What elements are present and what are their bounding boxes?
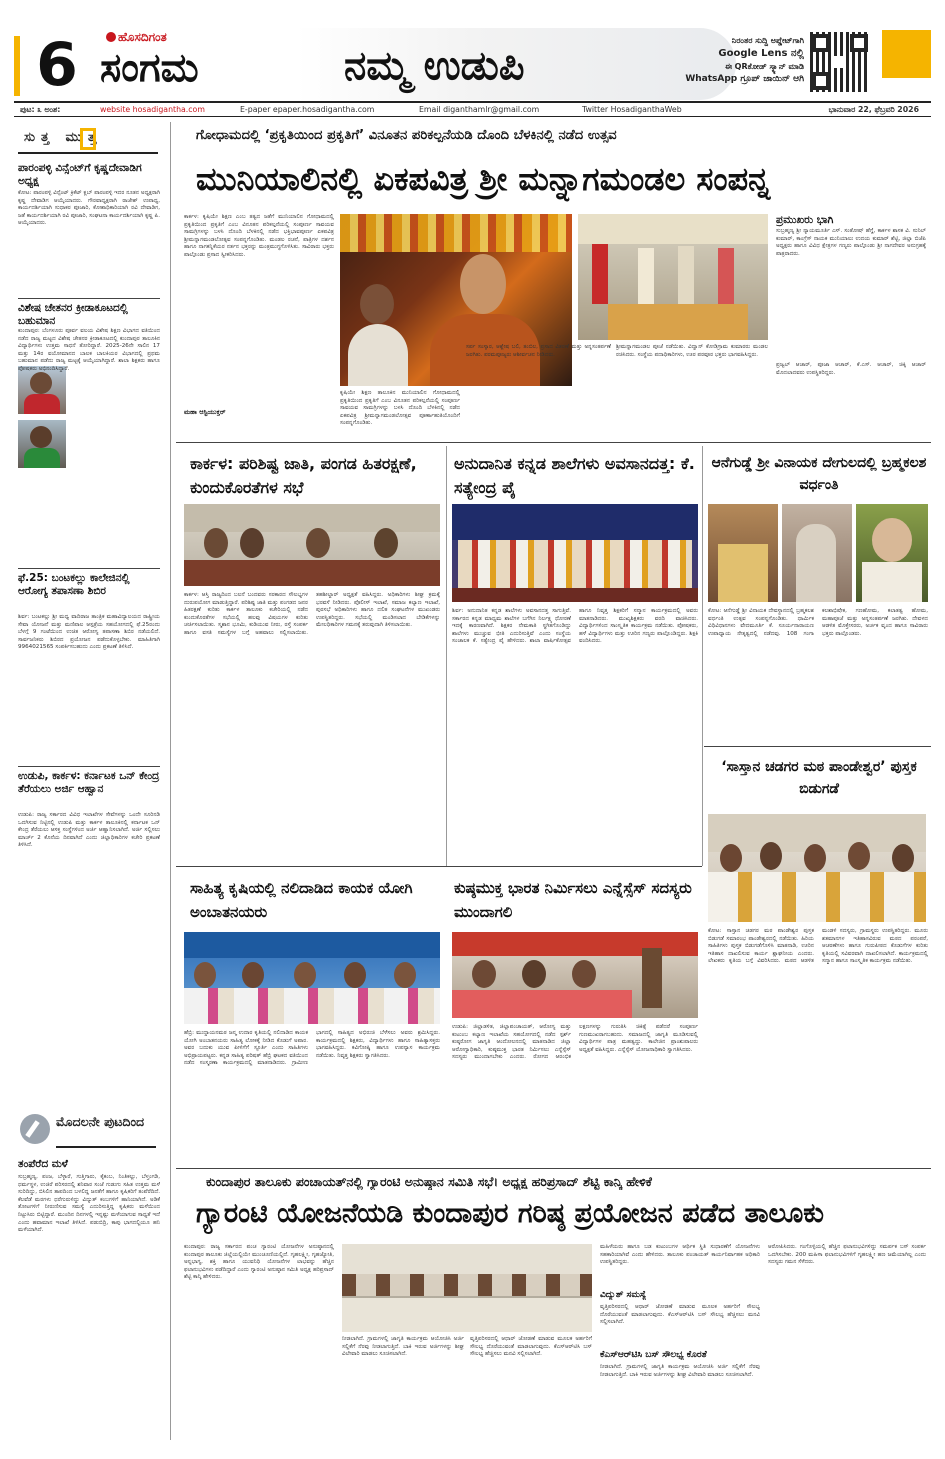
left-column <box>14 122 164 1440</box>
lead-sidebar-title: ಪ್ರಮುಖರು ಭಾಗಿ <box>776 214 834 226</box>
story-2-title: ವಿಶೇಷ ಚೇತನರ ಕ್ರೀಡಾಕೂಟದಲ್ಲಿ ಬಹುಮಾನ <box>18 302 128 327</box>
bottom-sub-2: ಕೆಎಸ್ಆರ್‌ಟಿಸಿ ಬಸ್ ಸೌಲಭ್ಯ ಕೊರತೆ <box>600 1350 707 1360</box>
divider <box>18 766 160 767</box>
story-2-body: ಕುಂದಾಪುರ: ಬೆಂಗಳೂರು ಪೂರ್ವ ವಲಯ ವಿಶೇಷ ಶಿಕ್ಷಣ ವಿಭಾಗದ ವತಿಯಿಂದ ನಡೆದ ರಾಜ್ಯ ಮಟ್ಟದ ವಿಶೇಷ ಚೇತನರ ಕ್ರೀಡಾಕೂಟದಲ್ಲಿ ಕುಂದಾಪುರ ತಾಲೂಕಿನ ವಿದ್ಯಾರ್ಥಿಗಳು ಉತ್ತಮ ಸಾಧನೆ ತೋರಿದ್ದಾರೆ. 2025-26ನೇ ಸಾಲಿನ 17 ಮತ್ತು 14ರ ವಯೋಮಾನದ ಬಾಲಕ ಬಾಲಕಿಯರ ವಿಭಾಗದಲ್ಲಿ ಪ್ರಥಮ ಬಹುಮಾನ ಪಡೆದು ರಾಜ್ಯ ಮಟ್ಟಕ್ಕೆ ಆಯ್ಕೆಯಾಗಿದ್ದಾರೆ. ಶಾಲಾ ಶಿಕ್ಷಕರು ಹಾಗೂ ಪೋಷಕರು ಅಭಿನಂದಿಸಿದ್ದಾರೆ. <box>18 328 160 372</box>
story-book <box>704 750 931 1166</box>
bottom-col-5: ವೃತ್ತಿಪರಿಸರದಲ್ಲಿ ಆಧಾರ್ ಜೋಡಣೆ ಮಾಡುವ ಮೂಲಕ ಅರ್ಹರಿಗೆ ಸೌಲಭ್ಯ ದೊರೆಯುವಂತೆ ಮಾಡಲಾಗುವುದು. ಕೆಎಸ್ಆರ್‌ಟಿಸಿ ಬಸ್ ಸೌಲಭ್ಯ ಹೆಚ್ಚಿಸಲು ಮನವಿ ಸಲ್ಲಿಸಲಾಗಿದೆ. <box>600 1304 760 1326</box>
bottom-col-3: ವೃತ್ತಿಪರಿಸರದಲ್ಲಿ ಆಧಾರ್ ಜೋಡಣೆ ಮಾಡುವ ಮೂಲಕ ಅರ್ಹರಿಗೆ ಸೌಲಭ್ಯ ದೊರೆಯುವಂತೆ ಮಾಡಲಾಗುವುದು. ಕೆಎಸ್ಆರ್‌ಟಿಸಿ ಬಸ್ ಸೌಲಭ್ಯ ಹೆಚ್ಚಿಸಲು ಮನವಿ ಸಲ್ಲಿಸಲಾಗಿದೆ. <box>470 1336 592 1358</box>
column-logo-text: ಮೊದಲನೇ ಪುಟದಿಂದ <box>56 1114 145 1129</box>
lead-col-1: ಕಾರ್ಕಳ: ಕೃಷಿಯೇ ಶಿಕ್ಷಣ ಎಂಬ ತತ್ವದ ಜತೆಗೆ ಮುನಿಯಾಲಿನ ಗೋಧಾಮದಲ್ಲಿ ಪ್ರಕೃತಿಯಿಂದ ಪ್ರಕೃತಿಗೆ ಎಂಬ ವಿನೂತನ ಪರಿಕಲ್ಪನೆಯಲ್ಲಿ ಸಂಪೂರ್ಣ ಸಾವಯವ ಸಾಮಗ್ರಿಗಳನ್ನು ಬಳಸಿ ದೊಂದಿ ಬೆಳಕಿನಲ್ಲಿ ನಡೆದ ಭಕ್ತಿಭಾವಪೂರ್ಣ ಏಕಪವಿತ್ರ ಶ್ರೀಮನ್ನಾಗಮಂಡಲೋತ್ಸವ ಸಂಪನ್ನಗೊಂಡಿತು. ಮಂಡಲ ರಚನೆ, ಪಾತ್ರಿಗಳ ದರ್ಶನ ಹಾಗೂ ನಾಗಕನ್ನಿಕೆಯರ ನರ್ತನ ಭಕ್ತರನ್ನು ಮಂತ್ರಮುಗ್ಧಗೊಳಿಸಿತು. ಸಾವಿರಾರು ಭಕ್ತರು ಪಾಲ್ಗೊಂಡು ಪ್ರಸಾದ ಸ್ವೀಕರಿಸಿದರು. <box>184 214 334 258</box>
lead-col-2: ಕೃಷಿಯೇ ಶಿಕ್ಷಣ ತಾಲೂಕಿನ ಮುನಿಯಾಲಿನ ಗೋಧಾಮದಲ್ಲಿ ಪ್ರಕೃತಿಯಿಂದ ಪ್ರಕೃತಿಗೆ ಎಂಬ ವಿನೂತನ ಪರಿಕಲ್ಪನೆಯಲ್ಲಿ ಸಂಪೂರ್ಣ ಸಾವಯವ ಸಾಮಗ್ರಿಗಳನ್ನು ಬಳಸಿ ದೊಂದಿ ಬೆಳಕಿನಲ್ಲಿ ನಡೆದ ಏಕಪವಿತ್ರ ಶ್ರೀಮನ್ನಾಗಮಂಡಲೋತ್ಸವ ಪೂರ್ಣಾಹುತಿಯೊಂದಿಗೆ ಸಂಪನ್ನಗೊಂಡಿತು. <box>340 390 460 427</box>
karkala-photo <box>184 504 440 586</box>
section-divider <box>704 746 931 747</box>
book-icon <box>80 128 96 150</box>
sutta-mutta-logo <box>18 126 158 154</box>
continued-body: ಸುಬ್ರಹ್ಮಣ್ಯ, ಪಂಜ, ಬೆಳ್ಳಾರೆ, ಗುತ್ತಿಗಾರು, ಕೈಕಂಬ, ನಿಂತಿಕಲ್ಲು, ಬೆಳ್ತಂಗಡಿ, ಧರ್ಮಸ್ಥಳ, ಉಜಿರೆ ಪರಿಸರದಲ್ಲಿ ಶನಿವಾರ ಸಂಜೆ ಗುಡುಗು ಸಹಿತ ಉತ್ತಮ ಮಳೆ ಸುರಿದಿದ್ದು, ಬಿಸಿಲಿನ ತಾಪದಿಂದ ಬಳಲಿದ್ದ ಜನತೆಗೆ ಹಾಗೂ ಕೃಷಿಕರಿಗೆ ತಂಪೆರೆದಿದೆ. ಕೆಲವೆಡೆ ಮರಗಳು ಧರೆಗುರುಳಿದ್ದು ವಿದ್ಯುತ್ ಕಂಬಗಳಿಗೆ ಹಾನಿಯಾಗಿದೆ. ಅಡಿಕೆ ತೋಟಗಳಿಗೆ ನೀರುಣಿಸುವ ಸಮಸ್ಯೆ ಎದುರಿಸುತ್ತಿದ್ದ ಕೃಷಿಕರು ಮಳೆಯಿಂದ ನಿಟ್ಟುಸಿರು ಬಿಟ್ಟಿದ್ದಾರೆ. ಮುಂದಿನ ದಿನಗಳಲ್ಲಿ ಇನ್ನಷ್ಟು ಮಳೆಯಾಗುವ ಸಾಧ್ಯತೆ ಇದೆ ಎಂದು ಹವಾಮಾನ ಇಲಾಖೆ ತಿಳಿಸಿದೆ. ಪಡುಬಿದ್ರಿ, ಕಾಪು ಭಾಗದಲ್ಲಿಯೂ ಹನಿ ಮಳೆಯಾಗಿದೆ. <box>18 1174 160 1234</box>
book-photo <box>708 814 926 922</box>
continued-title: ತಂಪೆರೆದ ಮಳೆ <box>18 1158 68 1170</box>
divider <box>18 568 160 569</box>
info-website[interactable]: website hosadigantha.com <box>100 105 205 114</box>
schools-body: ಶಿರ್ವ: ಅನುದಾನಿತ ಕನ್ನಡ ಶಾಲೆಗಳು ಅವಸಾನದತ್ತ ಸಾಗುತ್ತಿವೆ. ಸರ್ಕಾರದ ಕನ್ನಡ ಮಾಧ್ಯಮ ಶಾಲೆಗಳ ಬಗೆಗಿನ ನಿರ್ಲಕ್ಷ್ಯ ಧೋರಣೆ ಇದಕ್ಕೆ ಕಾರಣವಾಗಿದೆ. ಶಿಕ್ಷಕರ ನೇಮಕಾತಿ ಸ್ಥಗಿತಗೊಂಡಿದ್ದು ಶಾಲೆಗಳು ಮುಚ್ಚುವ ಭೀತಿ ಎದುರಿಸುತ್ತಿವೆ ಎಂದು ಸಂಸ್ಥೆಯ ಸಂಚಾಲಕ ಕೆ. ಸತ್ಯೇಂದ್ರ ಪೈ ಹೇಳಿದರು. ಶಾಲಾ ವಾರ್ಷಿಕೋತ್ಸವ ಹಾಗೂ ನಿವೃತ್ತ ಶಿಕ್ಷಕರಿಗೆ ಸನ್ಮಾನ ಕಾರ್ಯಕ್ರಮದಲ್ಲಿ ಅವರು ಮಾತನಾಡಿದರು. ಮುಖ್ಯಶಿಕ್ಷಕರು ವರದಿ ವಾಚಿಸಿದರು. ವಿದ್ಯಾರ್ಥಿಗಳಿಂದ ಸಾಂಸ್ಕೃತಿಕ ಕಾರ್ಯಕ್ರಮ ನಡೆಯಿತು. ಪೋಷಕರು, ಹಳೆ ವಿದ್ಯಾರ್ಥಿಗಳು ಮತ್ತು ಊರಿನ ಗಣ್ಯರು ಪಾಲ್ಗೊಂಡಿದ್ದರು. ಶಿಕ್ಷಕಿ ವಂದಿಸಿದರು. <box>452 608 698 645</box>
story-3-body: ಶಿರ್ವ: ಬಂಟಕಲ್ಲು ಶ್ರೀ ಮಧ್ವ ವಾದಿರಾಜ ತಾಂತ್ರಿಕ ಮಹಾವಿದ್ಯಾಲಯದ ರಾಷ್ಟ್ರೀಯ ಸೇವಾ ಯೋಜನೆ ಮತ್ತು ಮಣಿಪಾಲ ಆಸ್ಪತ್ರೆಯ ಸಹಯೋಗದಲ್ಲಿ ಫೆ.25ರಂದು ಬೆಳಗ್ಗೆ 9 ಗಂಟೆಯಿಂದ ಉಚಿತ ಆರೋಗ್ಯ ತಪಾಸಣಾ ಶಿಬಿರ ನಡೆಯಲಿದೆ. ಸಾರ್ವಜನಿಕರು ಶಿಬಿರದ ಪ್ರಯೋಜನ ಪಡೆದುಕೊಳ್ಳಬೇಕು. ಮಾಹಿತಿಗಾಗಿ 9964021565 ಸಂಪರ್ಕಿಸಬಹುದು ಎಂದು ಪ್ರಕಟಣೆ ತಿಳಿಸಿದೆ. <box>18 614 160 651</box>
lead-col-3: ಸರ್ಪ ಸಂಸ್ಕಾರ, ಆಶ್ಲೇಷ ಬಲಿ, ತಂಬಿಲ, ಪ್ರಸಾದ ವಿತರಣೆ ಮತ್ತು ಅನ್ನಸಂತರ್ಪಣೆ ಜರಗಿತು. ಪರಮಪೂಜ್ಯರು ಆಶೀರ್ವಚನ ನೀಡಿದರು. <box>466 344 611 358</box>
section-divider <box>176 866 702 867</box>
temple-body: ಕೋಟ: ಆನೆಗುಡ್ಡೆ ಶ್ರೀ ವಿನಾಯಕ ದೇವಸ್ಥಾನದಲ್ಲಿ ಬ್ರಹ್ಮಕಲಶ ವರ್ಧಂತಿ ಉತ್ಸವ ಸಂಪನ್ನಗೊಂಡಿತು. ಧಾರ್ಮಿಕ ವಿಧಿವಿಧಾನಗಳು ವೇದಮೂರ್ತಿ ಕೆ. ಸೂರ್ಯನಾರಾಯಣ ಉಪಾಧ್ಯಾಯ ನೇತೃತ್ವದಲ್ಲಿ ನಡೆದವು. 108 ಗಂಗಾ ಕಲಶಾಭಿಷೇಕ, ಗಣಹೋಮ, ಕಲಾತತ್ವ ಹೋಮ, ಮಹಾಪೂಜೆ ಮತ್ತು ಅನ್ನಸಂತರ್ಪಣೆ ಜರಗಿತು. ದೇವಳದ ಆಡಳಿತ ಮೊಕ್ತೇಸರರು, ಅರ್ಚಕ ವೃಂದ ಹಾಗೂ ಸಾವಿರಾರು ಭಕ್ತರು ಪಾಲ್ಗೊಂಡರು. <box>708 608 928 637</box>
literature-body: ಹೆಬ್ರಿ: ಮುದ್ದಾಯನಮಠ ಜನ್ಮ ಉದಾರ ಕೃತಿಯಲ್ಲಿ ನಲಿದಾಡಿದ ಕಾಯಕ ಯೋಗಿ ಅಂಬಾತನಯರು ಸಾಹಿತ್ಯ ಲೋಕಕ್ಕೆ ನೀಡಿದ ಕೊಡುಗೆ ಅಪಾರ. ಅವರ ಬದುಕು ಯುವ ಪೀಳಿಗೆಗೆ ಸ್ಫೂರ್ತಿ ಎಂದು ಸಾಹಿತಿಗಳು ಅಭಿಪ್ರಾಯಪಟ್ಟರು. ಕನ್ನಡ ಸಾಹಿತ್ಯ ಪರಿಷತ್ ಹೆಬ್ರಿ ಘಟಕದ ವತಿಯಿಂದ ನಡೆದ ಸಂಸ್ಮರಣಾ ಕಾರ್ಯಕ್ರಮದಲ್ಲಿ ಮಾತನಾಡಿದರು. ಗ್ರಾಮೀಣ ಭಾಗದಲ್ಲಿ ಸಾಹಿತ್ಯದ ಅಭಿರುಚಿ ಬೆಳೆಸಲು ಅವರು ಶ್ರಮಿಸಿದ್ದರು. ಕಾರ್ಯಕ್ರಮದಲ್ಲಿ ಶಿಕ್ಷಕರು, ವಿದ್ಯಾರ್ಥಿಗಳು ಹಾಗೂ ಸಾಹಿತ್ಯಾಸಕ್ತರು ಭಾಗವಹಿಸಿದ್ದರು. ಕವಿಗೋಷ್ಠಿ ಹಾಗೂ ಉಪನ್ಯಾಸ ಕಾರ್ಯಕ್ರಮ ನಡೆಯಿತು. ನಿವೃತ್ತ ಶಿಕ್ಷಕರು ಸ್ವಾಗತಿಸಿದರು. <box>184 1030 440 1067</box>
lead-sidebar-body: ಸುಬ್ರಹ್ಮಣ್ಯ ಶ್ರೀ ನ್ಯಾಯಮೂರ್ತಿ ಎಸ್. ಸಂತೋಷ್ ಹೆಗ್ಡೆ, ಕಾರ್ಕಳ ಶಾಸಕ ವಿ. ಸುನಿಲ್ ಕುಮಾರ್, ಕಾಂಗ್ರೆಸ್ ನಾಯಕ ಮುನಿಯಾಲು ಉದಯ ಕುಮಾರ್ ಶೆಟ್ಟಿ, ಜಿಲ್ಲಾ ಬಿಜೆಪಿ ಅಧ್ಯಕ್ಷರು ಹಾಗೂ ವಿವಿಧ ಕ್ಷೇತ್ರಗಳ ಗಣ್ಯರು ಪಾಲ್ಗೊಂಡು ಶ್ರೀ ನಾಗದೇವರ ಅನುಗ್ರಹಕ್ಕೆ ಪಾತ್ರರಾದರು. <box>776 228 926 257</box>
qr-code-icon[interactable] <box>810 32 870 92</box>
bottom-col-2: ನೀಡಲಾಗಿದೆ. ಗ್ರಾಮಗಳಲ್ಲಿ ಜಾಗೃತಿ ಕಾರ್ಯಕ್ರಮ ಆಯೋಜಿಸಿ ಅರ್ಜಿ ಸಲ್ಲಿಕೆಗೆ ನೆರವು ನೀಡಲಾಗುತ್ತಿದೆ. ಬಾಕಿ ಇರುವ ಅರ್ಜಿಗಳನ್ನು ಶೀಘ್ರ ವಿಲೇವಾರಿ ಮಾಡಲು ಸೂಚಿಸಲಾಗಿದೆ. <box>342 1336 464 1358</box>
bottom-headline: ಗ್ಯಾರಂಟಿ ಯೋಜನೆಯಡಿ ಕುಂದಾಪುರ ಗರಿಷ್ಠ ಪ್ರಯೋಜನ ಪಡೆದ ತಾಲೂಕು <box>196 1198 824 1229</box>
lead-kicker: ಗೋಧಾಮದಲ್ಲಿ ‘ಪ್ರಕೃತಿಯಿಂದ ಪ್ರಕೃತಿಗೆ’ ವಿನೂತನ ಪರಿಕಲ್ಪನೆಯಡಿ ದೊಂದಿ ಬೆಳಕಿನಲ್ಲಿ ನಡೆದ ಉತ್ಸವ <box>196 128 617 143</box>
temple-photo-1 <box>708 504 778 602</box>
brand-small: ಹೊಸದಿಗಂತ <box>118 30 167 44</box>
story-schools <box>448 446 700 866</box>
column-logo <box>18 1112 160 1150</box>
temple-photo-3 <box>856 504 928 602</box>
qr-line-4: WhatsApp ಗ್ರೂಪ್ ಜಾಯಿನ್ ಆಗಿ <box>685 74 804 84</box>
story-karkala <box>176 446 444 866</box>
info-email[interactable]: Email diganthamlr@gmail.com <box>419 105 540 114</box>
bottom-col-6: ನೀಡಲಾಗಿದೆ. ಗ್ರಾಮಗಳಲ್ಲಿ ಜಾಗೃತಿ ಕಾರ್ಯಕ್ರಮ ಆಯೋಜಿಸಿ ಅರ್ಜಿ ಸಲ್ಲಿಕೆಗೆ ನೆರವು ನೀಡಲಾಗುತ್ತಿದೆ. ಬಾಕಿ ಇರುವ ಅರ್ಜಿಗಳನ್ನು ಶೀಘ್ರ ವಿಲೇವಾರಿ ಮಾಡಲು ಸೂಚಿಸಲಾಗಿದೆ. <box>600 1364 760 1378</box>
lead-story <box>176 122 931 442</box>
story-4-title: ಉಡುಪಿ, ಕಾರ್ಕಳ: ಕರ್ನಾಟಕ ಒನ್ ಕೇಂದ್ರ ತೆರೆಯಲು ಅರ್ಜಿ ಆಹ್ವಾನ <box>18 770 160 795</box>
accent-bar <box>14 36 20 96</box>
bottom-col-7: ಆರೋಪಿಸಿದರು. ಗಂಗೊಳ್ಳಿಯಲ್ಲಿ ಹೆಚ್ಚಿನ ಫಲಾನುಭವಿಗಳಿದ್ದು ಸಮರ್ಪಕ ಬಸ್ ಸಂಪರ್ಕ ಒದಗಿಸಬೇಕು. 200 ಮಹಿಳಾ ಫಲಾನುಭವಿಗಳಿಗೆ ಗೃಹಲಕ್ಷ್ಮೀ ಹಣ ಜಮೆಯಾಗಿಲ್ಲ ಎಂದು ಸದಸ್ಯರು ಗಮನ ಸೆಳೆದರು. <box>768 1244 926 1266</box>
lead-headline: ಮುನಿಯಾಲಿನಲ್ಲಿ ಏಕಪವಿತ್ರ ಶ್ರೀ ಮನ್ನಾಗಮಂಡಲ ಸಂಪನ್ನ <box>196 160 771 198</box>
divider <box>18 298 160 299</box>
temple-photo-2 <box>782 504 852 602</box>
section-divider <box>176 1168 931 1169</box>
literature-headline: ಸಾಹಿತ್ಯ ಕೃಷಿಯಲ್ಲಿ ನಲಿದಾಡಿದ ಕಾಯಕ ಯೋಗಿ ಅಂಬಾತನಯರು <box>190 879 413 921</box>
story-literature <box>176 870 444 1166</box>
lead-sidebar-more: ಪ್ರಜ್ವಲ್ ಆಚಾರ್, ಪೂಜಾ ಆಚಾರ್, ಕೆ.ಎಸ್. ಆಚಾರ್, ಚಿಕ್ಕಿ ಆಚಾರ್ ಮೊದಲಾದವರು ಉಪಸ್ಥಿತರಿದ್ದರು. <box>776 362 926 376</box>
story-temple <box>704 446 931 746</box>
info-bar <box>14 101 931 117</box>
story-1-title: ಪಾರಂಪಳ್ಳಿ ವಿನ್ಸೆಂಟ್‌ಗೆ ಕೃಷ್ಣದೇವಾಡಿಗ ಅಧ್ಯಕ್ಷ <box>18 162 142 187</box>
section-title: ನಮ್ಮ ಉಡುಪಿ <box>344 43 525 89</box>
schools-photo <box>452 504 698 602</box>
column-divider <box>170 122 171 1440</box>
column-divider <box>702 446 703 866</box>
brand-logo-icon <box>106 32 116 42</box>
masthead <box>14 28 931 100</box>
qr-line-1: ನಿರಂತರ ಸುದ್ದಿ ಅಪ್ಡೇಟ್‌ಗಾಗಿ <box>731 36 804 45</box>
bottom-kicker: ಕುಂದಾಪುರ ತಾಲೂಕು ಪಂಚಾಯತ್‌ನಲ್ಲಿ ಗ್ಯಾರಂಟಿ ಅನುಷ್ಠಾನ ಸಮಿತಿ ಸಭೆ। ಅಧ್ಯಕ್ಷ ಹರಿಪ್ರಸಾದ್ ಶೆಟ್ಟಿ ಕಾನ್ಕಿ ಹೇಳಿಕೆ <box>206 1174 652 1189</box>
schools-headline: ಅನುದಾನಿತ ಕನ್ನಡ ಶಾಲೆಗಳು ಅವಸಾನದತ್ತ: ಕೆ. ಸತ್ಯೇಂದ್ರ ಪೈ <box>454 454 695 497</box>
leprosy-photo <box>452 932 698 1018</box>
bottom-col-4: ಮಹಿಳೆಯರು ಹಾಗೂ ಬಡ ಕುಟುಂಬಗಳ ಆರ್ಥಿಕ ಸ್ಥಿತಿ ಸುಧಾರಣೆಗೆ ಯೋಜನೆಗಳು ಸಹಕಾರಿಯಾಗಿವೆ ಎಂದು ಹೇಳಿದರು. ತಾಲೂಕು ಪಂಚಾಯತ್ ಕಾರ್ಯನಿರ್ವಾಹಕ ಅಧಿಕಾರಿ ಉಪಸ್ಥಿತರಿದ್ದರು. <box>600 1244 760 1266</box>
leprosy-headline: ಕುಷ್ಠಮುಕ್ತ ಭಾರತ ನಿರ್ಮಿಸಲು ಎನ್ನೆಸ್ಸೆಸ್ ಸದಸ್ಯರು ಮುಂದಾಗಲಿ <box>454 879 692 921</box>
bottom-sub-1: ವಿದ್ಯುತ್ ಸಮಸ್ಯೆ <box>600 1290 647 1300</box>
info-pages: ಪುಟ: ೩ ಅಂಶ: <box>20 105 61 114</box>
info-twitter[interactable]: Twitter HosadiganthaWeb <box>582 105 682 114</box>
qr-text <box>634 34 804 86</box>
karkala-body: ಕಾರ್ಕಳ: ಆಸ್ತಿ ರಾಜ್ಯದಿಂದ ಬಲನೆ ಬಂದವರು ಸರಕಾರದ ಸೌಲಭ್ಯಗಳ ದುರುಪಯೋಗ ಮಾಡುತ್ತಿದ್ದಾರೆ. ಪರಿಶಿಷ್ಟ ಜಾತಿ ಮತ್ತು ಪಂಗಡದ ಜನರ ಹಿತರಕ್ಷಣೆ ಕುರಿತು ಕಾರ್ಕಳ ತಾಲೂಕು ಕಚೇರಿಯಲ್ಲಿ ನಡೆದ ಕುಂದುಕೊರತೆಗಳ ಸಭೆಯಲ್ಲಿ ಹಲವು ವಿಷಯಗಳ ಕುರಿತು ಚರ್ಚಿಸಲಾಯಿತು. ಸ್ಮಶಾನ ಭೂಮಿ, ಕುಡಿಯುವ ನೀರು, ರಸ್ತೆ ಸಂಪರ್ಕ ಹಾಗೂ ವಸತಿ ಸಮಸ್ಯೆಗಳ ಬಗ್ಗೆ ಅಹವಾಲು ಸಲ್ಲಿಸಲಾಯಿತು. ತಹಶೀಲ್ದಾರ್ ಅಧ್ಯಕ್ಷತೆ ವಹಿಸಿದ್ದರು. ಅಧಿಕಾರಿಗಳು ಶೀಘ್ರ ಕ್ರಮಕ್ಕೆ ಭರವಸೆ ನೀಡಿದರು. ಪೊಲೀಸ್ ಇಲಾಖೆ, ಸಮಾಜ ಕಲ್ಯಾಣ ಇಲಾಖೆ, ಪುರಸಭೆ ಅಧಿಕಾರಿಗಳು ಹಾಗೂ ದಲಿತ ಸಂಘಟನೆಗಳ ಮುಖಂಡರು ಉಪಸ್ಥಿತರಿದ್ದರು. ಸಭೆಯಲ್ಲಿ ಮಂಡಿಸಲಾದ ಬೇಡಿಕೆಗಳನ್ನು ಮೇಲಧಿಕಾರಿಗಳ ಗಮನಕ್ಕೆ ತರುವುದಾಗಿ ತಿಳಿಸಲಾಯಿತು. <box>184 592 440 636</box>
lead-col-4: ಶ್ರೀಮನ್ನಾಗಮಂಡಲ ಪೂಜೆ ನಡೆಯಿತು. ವಿದ್ವಾನ್ ಕೋಡಿಗ್ರಾಮ ಕುಮಾರರು ಮಂಡಲ ರಚಿಸಿದರು. ಸಂಸ್ಥೆಯ ಪದಾಧಿಕಾರಿಗಳು, ಊರ ಪರವೂರ ಭಕ್ತರು ಭಾಗವಹಿಸಿದ್ದರು. <box>616 344 768 358</box>
book-headline: ‘ಸಾಸ್ತಾನ ಚಡಗರ ಮಠ ಪಾಂಡೇಶ್ವರ’ ಪುಸ್ತಕ ಬಿಡುಗಡೆ <box>721 759 917 797</box>
qr-line-3: ಈ QRಕೋಡ್ ಸ್ಕ್ಯಾನ್ ಮಾಡಿ <box>724 62 804 71</box>
story-1-body: ಕೋಟ: ಪಾರಂಪಳ್ಳಿ ವಿನ್ಸೆಂಟ್ ಕ್ರಿಕೆಟ್ ಕ್ಲಬ್ ಪಾರಂಪಳ್ಳಿ ಇದರ ನೂತನ ಅಧ್ಯಕ್ಷರಾಗಿ ಕೃಷ್ಣ ದೇವಾಡಿಗ ಆಯ್ಕೆಯಾದರು. ಗೌರವಾಧ್ಯಕ್ಷರಾಗಿ ರಾಜೇಶ್ ಉಪಾಧ್ಯ, ಕಾರ್ಯದರ್ಶಿಯಾಗಿ ಸುಧಾಕರ ಪೂಜಾರಿ, ಕೋಶಾಧಿಕಾರಿಯಾಗಿ ರವಿ ದೇವಾಡಿಗ, ಜತೆ ಕಾರ್ಯದರ್ಶಿಯಾಗಿ ರವಿ ಪೂಜಾರಿ, ಸಂಘಟನಾ ಕಾರ್ಯದರ್ಶಿಯಾಗಿ ಕೃಷ್ಣ ಪಿ. ಆಯ್ಕೆಯಾದರು. <box>18 190 160 227</box>
story-4-body: ಉಡುಪಿ: ರಾಜ್ಯ ಸರ್ಕಾರದ ವಿವಿಧ ಇಲಾಖೆಗಳ ಸೇವೆಗಳನ್ನು ಒಂದೇ ಸೂರಿನಡಿ ಒದಗಿಸುವ ನಿಟ್ಟಿನಲ್ಲಿ ಉಡುಪಿ ಮತ್ತು ಕಾರ್ಕಳ ತಾಲೂಕಿನಲ್ಲಿ ಕರ್ನಾಟಕ ಒನ್ ಕೇಂದ್ರ ತೆರೆಯಲು ಆಸಕ್ತ ಸಂಸ್ಥೆಗಳಿಂದ ಅರ್ಜಿ ಆಹ್ವಾನಿಸಲಾಗಿದೆ. ಅರ್ಜಿ ಸಲ್ಲಿಸಲು ಮಾರ್ಚ್ 2 ಕೊನೆಯ ದಿನವಾಗಿದೆ ಎಂದು ಜಿಲ್ಲಾಧಿಕಾರಿಗಳ ಕಚೇರಿ ಪ್ರಕಟಣೆ ತಿಳಿಸಿದೆ. <box>18 812 160 849</box>
bottom-col-1: ಕುಂದಾಪುರ: ರಾಜ್ಯ ಸರ್ಕಾರದ ಪಂಚ ಗ್ಯಾರಂಟಿ ಯೋಜನೆಗಳ ಅನುಷ್ಠಾನದಲ್ಲಿ ಕುಂದಾಪುರ ತಾಲೂಕು ಜಿಲ್ಲೆಯಲ್ಲಿಯೇ ಮುಂಚೂಣಿಯಲ್ಲಿದೆ. ಗೃಹಲಕ್ಷ್ಮೀ, ಗೃಹಜ್ಯೋತಿ, ಅನ್ನಭಾಗ್ಯ, ಶಕ್ತಿ ಹಾಗೂ ಯುವನಿಧಿ ಯೋಜನೆಗಳ ಲಾಭವನ್ನು ಹೆಚ್ಚಿನ ಫಲಾನುಭವಿಗಳು ಪಡೆದಿದ್ದಾರೆ ಎಂದು ಗ್ಯಾರಂಟಿ ಅನುಷ್ಠಾನ ಸಮಿತಿ ಅಧ್ಯಕ್ಷ ಹರಿಪ್ರಸಾದ್ ಶೆಟ್ಟಿ ಕಾನ್ಕಿ ಹೇಳಿದರು. <box>184 1244 334 1281</box>
brand-title: ಸಂಗಮ <box>100 45 199 91</box>
literature-photo <box>184 932 440 1024</box>
sutta-mutta-text: ಸುತ್ತ ಮುತ್ತ <box>24 130 103 145</box>
info-date: ಭಾನುವಾರ 22, ಫೆಬ್ರವರಿ 2026 <box>828 105 919 114</box>
karkala-headline: ಕಾರ್ಕಳ: ಪರಿಶಿಷ್ಟ ಜಾತಿ, ಪಂಗಡ ಹಿತರಕ್ಷಣೆ, ಕುಂದುಕೊರತೆಗಳ ಸಭೆ <box>190 454 417 497</box>
accent-block <box>882 30 931 78</box>
section-divider <box>176 442 931 443</box>
page-number: 6 <box>36 30 78 100</box>
bottom-story <box>176 1170 931 1440</box>
column-divider <box>446 446 447 866</box>
bottom-photo <box>342 1244 592 1332</box>
info-epaper[interactable]: E-paper epaper.hosadigantha.com <box>240 105 375 114</box>
leprosy-body: ಉಡುಪಿ: ಜಿಲ್ಲಾಡಳಿತ, ಜಿಲ್ಲಾಪಂಚಾಯತ್, ಆರೋಗ್ಯ ಮತ್ತು ಕುಟುಂಬ ಕಲ್ಯಾಣ ಇಲಾಖೆಯ ಸಹಯೋಗದಲ್ಲಿ ನಡೆದ ಸ್ಪರ್ಶ್ ಕುಷ್ಠರೋಗ ಜಾಗೃತಿ ಆಂದೋಲನದಲ್ಲಿ ಮಾತನಾಡಿದ ಜಿಲ್ಲಾ ಆರೋಗ್ಯಾಧಿಕಾರಿ, ಕುಷ್ಠಮುಕ್ತ ಭಾರತ ನಿರ್ಮಿಸಲು ಎನ್ನೆಸ್ಸೆಸ್ ಸದಸ್ಯರು ಮುಂದಾಗಬೇಕು ಎಂದರು. ರೋಗದ ಆರಂಭಿಕ ಲಕ್ಷಣಗಳನ್ನು ಗುರುತಿಸಿ ಚಿಕಿತ್ಸೆ ಪಡೆದರೆ ಸಂಪೂರ್ಣ ಗುಣಮುಖರಾಗಬಹುದು. ಸಮಾಜದಲ್ಲಿ ಜಾಗೃತಿ ಮೂಡಿಸುವಲ್ಲಿ ವಿದ್ಯಾರ್ಥಿಗಳ ಪಾತ್ರ ಮಹತ್ವದ್ದು. ಕಾಲೇಜಿನ ಪ್ರಾಂಶುಪಾಲರು ಅಧ್ಯಕ್ಷತೆ ವಹಿಸಿದ್ದರು. ಎನ್ನೆಸ್ಸೆಸ್ ಯೋಜನಾಧಿಕಾರಿ ಸ್ವಾಗತಿಸಿದರು. <box>452 1024 698 1061</box>
temple-headline: ಆನೆಗುಡ್ಡೆ ಶ್ರೀ ವಿನಾಯಕ ದೇಗುಲದಲ್ಲಿ ಬ್ರಹ್ಮಕಲಶ ವರ್ಧಂತಿ <box>711 455 927 493</box>
qr-line-2: Google Lens ನಲ್ಲಿ <box>718 48 804 59</box>
lead-byline: ಮಹಾ ಆಸ್ಟಿಯುಕ್ತರ್ <box>184 408 226 416</box>
lead-photo-2 <box>578 214 768 340</box>
story-leprosy <box>448 870 700 1166</box>
book-body: ಕೋಟ: ಸಾಸ್ತಾನ ಚಡಗರ ಮಠ ಪಾಂಡೇಶ್ವರ ಪುಸ್ತಕ ಬಿಡುಗಡೆ ಸಮಾರಂಭ ಪಾಂಡೇಶ್ವರದಲ್ಲಿ ನಡೆಯಿತು. ಹಿರಿಯ ಸಾಹಿತಿಗಳು ಪುಸ್ತಕ ಬಿಡುಗಡೆಗೊಳಿಸಿ ಮಾತನಾಡಿ, ಊರಿನ ಇತಿಹಾಸ ದಾಖಲಿಸುವ ಕಾರ್ಯ ಶ್ಲಾಘನೀಯ ಎಂದರು. ಲೇಖಕರು ಕೃತಿಯ ಬಗ್ಗೆ ವಿವರಿಸಿದರು. ಮಠದ ಆಡಳಿತ ಮಂಡಳಿ ಸದಸ್ಯರು, ಗ್ರಾಮಸ್ಥರು ಉಪಸ್ಥಿತರಿದ್ದರು. ಮೂರು ಶತಮಾನಗಳ ಇತಿಹಾಸವಿರುವ ಮಠದ ಪರಂಪರೆ, ಆಚರಣೆಗಳು ಹಾಗೂ ಗುರುಪೀಠದ ಕೊಡುಗೆಗಳ ಕುರಿತು ಕೃತಿಯಲ್ಲಿ ಸವಿವರವಾಗಿ ದಾಖಲಿಸಲಾಗಿದೆ. ಕಾರ್ಯಕ್ರಮದಲ್ಲಿ ಸನ್ಮಾನ ಹಾಗೂ ಸಾಂಸ್ಕೃತಿಕ ಕಾರ್ಯಕ್ರಮ ನಡೆಯಿತು. <box>708 928 928 965</box>
story-3-title: ಫೆ.25: ಬಂಟಕಲ್ಲು ಕಾಲೇಜಿನಲ್ಲಿ ಆರೋಗ್ಯ ತಪಾಸಣಾ ಶಿಬಿರ <box>18 572 130 597</box>
